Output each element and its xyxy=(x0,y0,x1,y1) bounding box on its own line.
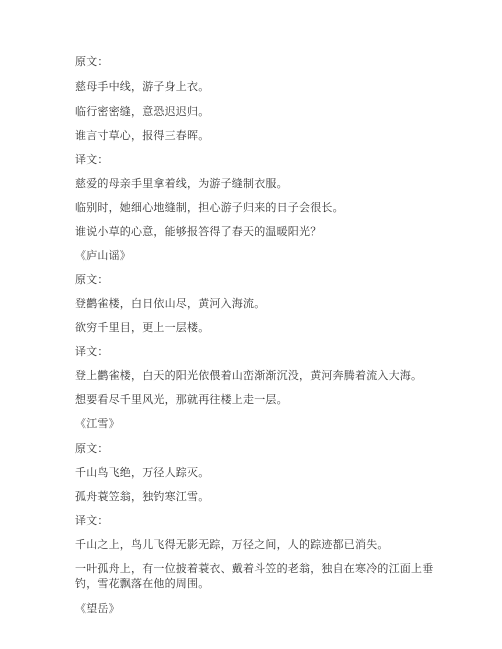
translation-line: 想要看尽千里风光，那就再往楼上走一层。 xyxy=(75,393,288,406)
translation-line: 登上鹳雀楼，白天的阳光依偎着山峦渐渐沉没，黄河奔腾着流入大海。 xyxy=(75,369,423,382)
section-label-original: 原文： xyxy=(75,442,109,455)
poem-line: 慈母手中线，游子身上衣。 xyxy=(75,80,210,93)
section-label-translation: 译文： xyxy=(75,153,109,166)
poem-line: 欲穷千里目，更上一层楼。 xyxy=(75,321,210,334)
section-label-original: 原文： xyxy=(75,55,109,68)
poem-line: 谁言寸草心，报得三春晖。 xyxy=(75,129,210,142)
section-label-translation: 译文： xyxy=(75,514,109,527)
poem-title: 《庐山谣》 xyxy=(75,249,131,262)
translation-line: 千山之上，鸟儿飞得无影无踪，万径之间，人的踪迹都已消失。 xyxy=(75,538,389,551)
poem-line: 孤舟蓑笠翁，独钓寒江雪。 xyxy=(75,490,210,503)
poem-line: 登鹳雀楼，白日依山尽，黄河入海流。 xyxy=(75,297,266,310)
poem-title: 《望岳》 xyxy=(75,602,120,615)
section-label-translation: 译文： xyxy=(75,345,109,358)
translation-paragraph: 一叶孤舟上，有一位披着蓑衣、戴着斗笠的老翁，独自在寒冷的江面上垂钓，雪花飘落在他的周围。 xyxy=(75,562,434,590)
translation-line: 慈爱的母亲手里拿着线，为游子缝制衣服。 xyxy=(75,177,288,190)
poem-title: 《江雪》 xyxy=(75,417,120,430)
poem-line: 临行密密缝，意恐迟迟归。 xyxy=(75,105,210,118)
poem-line: 千山鸟飞绝，万径人踪灭。 xyxy=(75,466,210,479)
translation-line: 临别时，她细心地缝制，担心游子归来的日子会很长。 xyxy=(75,201,344,214)
section-label-original: 原文： xyxy=(75,273,109,286)
translation-line: 谁说小草的心意，能够报答得了春天的温暖阳光？ xyxy=(75,225,322,238)
